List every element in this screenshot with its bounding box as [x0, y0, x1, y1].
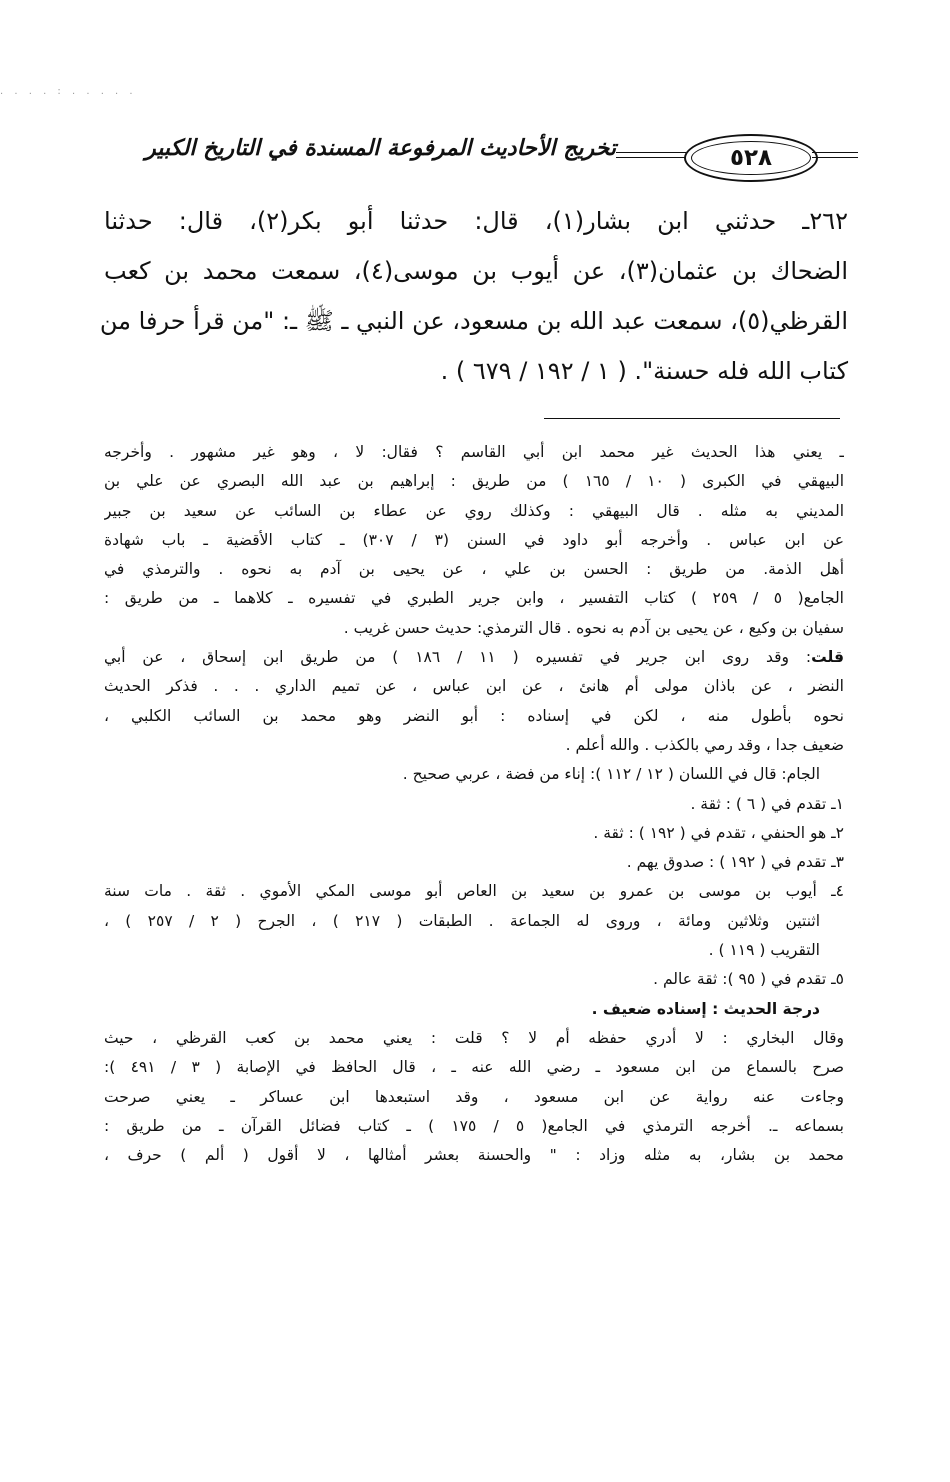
qultu-line: النضر ، عن باذان مولى أم هانئ ، عن ابن عباس ، عن تميم الداري . . . فذكر الحديث — [104, 677, 844, 696]
qultu-line: ضعيف جدا ، وقد رمي بالكذب . والله أعلم . — [565, 735, 844, 754]
header-rule — [812, 157, 858, 158]
qultu-text: : وقد روى ابن جرير في تفسيره ( ١١ / ١٨٦ ) من طريق ابن إسحاق ، عن أبي — [104, 648, 812, 667]
footnote-line: سفيان بن وكيع ، عن يحيى بن آدم به نحوه . قال الترمذي: حديث حسن غريب . — [343, 618, 844, 637]
footnote-item: ٣ـ تقدم في ( ١٩٢ ) : صدوق يهم . — [626, 853, 844, 872]
tail-line: محمد بن بشار، به مثله وزاد : " والحسنة بعشر أمثالها ، لا أقول ( ألم ) حرف ، — [104, 1146, 844, 1165]
footnote-separator — [544, 418, 840, 419]
hadith-line: كتاب الله فله حسنة". ( ١ / ١٩٢ / ٦٧٩ ) . — [440, 357, 848, 385]
hadith-grade — [104, 995, 844, 1024]
footnote-item: ٢ـ هو الحنفي ، تقدم في ( ١٩٢ ) : ثقة . — [593, 823, 844, 842]
qultu-line — [104, 643, 844, 672]
qultu-label: قلت — [811, 648, 844, 667]
footnote-line: أهل الذمة. من طريق : الحسن بن علي ، عن يحيى بن آدم به نحوه . والترمذي في — [104, 560, 844, 579]
footnote-line: عن ابن عباس . وأخرجه أبو داود في السنن (٣ / ٣٠٧) ـ كتاب الأقضية ـ باب شهادة — [104, 530, 844, 549]
hadith-line: القرظي(٥)، سمعت عبد الله بن مسعود، عن النبي ـ ﷺ ـ: "من قرأ حرفا من — [99, 307, 848, 335]
footnote-line: المديني به مثله . قال البيهقي : وكذلك روي عن عطاء بن السائب عن سعيد بن جبير — [104, 501, 844, 520]
header-rule — [812, 152, 858, 153]
grade-label: درجة الحديث : — [712, 999, 820, 1018]
footnote-line: الجامع( ٥ / ٢٥٩ ) كتاب التفسير ، وابن جرير الطبري في تفسيره ـ كلاهما ـ من طريق : — [104, 589, 844, 608]
grade-value: إسناده ضعيف . — [591, 999, 707, 1018]
footnote-item: ٤ـ أيوب بن موسى بن عمرو بن سعيد بن العاص أبو موسى المكي الأموي . ثقة . مات سنة — [104, 882, 844, 901]
tail-line: وقال البخاري : لا أدري حفظه أم لا ؟ قلت : يعني محمد بن كعب القرظي ، حيث — [104, 1028, 844, 1047]
hadith-text — [99, 196, 849, 396]
page-number-badge — [684, 134, 818, 182]
footnote-item: التقريب ( ١١٩ ) . — [708, 941, 820, 960]
scan-specks: . . . . : . . . . . — [0, 86, 137, 97]
hadith-line: الضحاك بن عثمان(٣)، عن أيوب بن موسى(٤)، سمعت محمد بن كعب — [104, 257, 849, 285]
header-rule — [616, 152, 686, 153]
running-title: تخريج الأحاديث المرفوعة المسندة في التاريخ الكبير — [145, 136, 616, 161]
footnote-line: البيهقي في الكبرى ( ١٠ / ١٦٥ ) من طريق : إبراهيم بن عبد الله البصري عن علي بن — [104, 472, 844, 491]
page-header — [108, 126, 850, 190]
footnote-item: اثنتين وثلاثين ومائة ، وروى له الجماعة . الطبقات ( ٢١٧ ) ، الجرح ( ٢ / ٢٥٧ ) ، — [104, 911, 820, 930]
tail-line: صرح بالسماع من ابن مسعود ـ رضي الله عنه ـ ، قال الحافظ في الإصابة ( ٣ / ٤٩١ ): — [104, 1058, 844, 1077]
footnote-line: ـ يعني هذا الحديث غير محمد ابن أبي القاسم ؟ فقال: لا ، وهو غير مشهور . وأخرجه — [104, 443, 844, 461]
tail-line: بسماعه ـ. أخرجه الترمذي في الجامع( ٥ / ١٧٥ ) ـ كتاب فضائل القرآن ـ من طريق : — [104, 1116, 844, 1135]
footnote-item: ١ـ تقدم في ( ٦ ) : ثقة . — [690, 794, 844, 813]
hadith-line: ٢٦٢ـ حدثني ابن بشار(١)، قال: حدثنا أبو بكر(٢)، قال: حدثنا — [104, 207, 849, 235]
header-rule — [616, 157, 686, 158]
tail-line: وجاءت عنه رواية عن ابن مسعود ، وقد استبعدها ابن عساكر ـ يعني صرحت — [104, 1087, 844, 1106]
page-number: ٥٢٨ — [729, 145, 773, 171]
qultu-line: نحوه بأطول منه ، لكن في إسناده : أبو النضر وهو محمد بن السائب الكلبي ، — [104, 706, 844, 725]
footnotes — [104, 438, 844, 1170]
footnote-item: ٥ـ تقدم في ( ٩٥ ): ثقة عالم . — [653, 970, 844, 989]
jam-line: الجام: قال في اللسان ( ١٢ / ١١٢ ): إناء من فضة ، عربي صحيح . — [402, 765, 820, 784]
